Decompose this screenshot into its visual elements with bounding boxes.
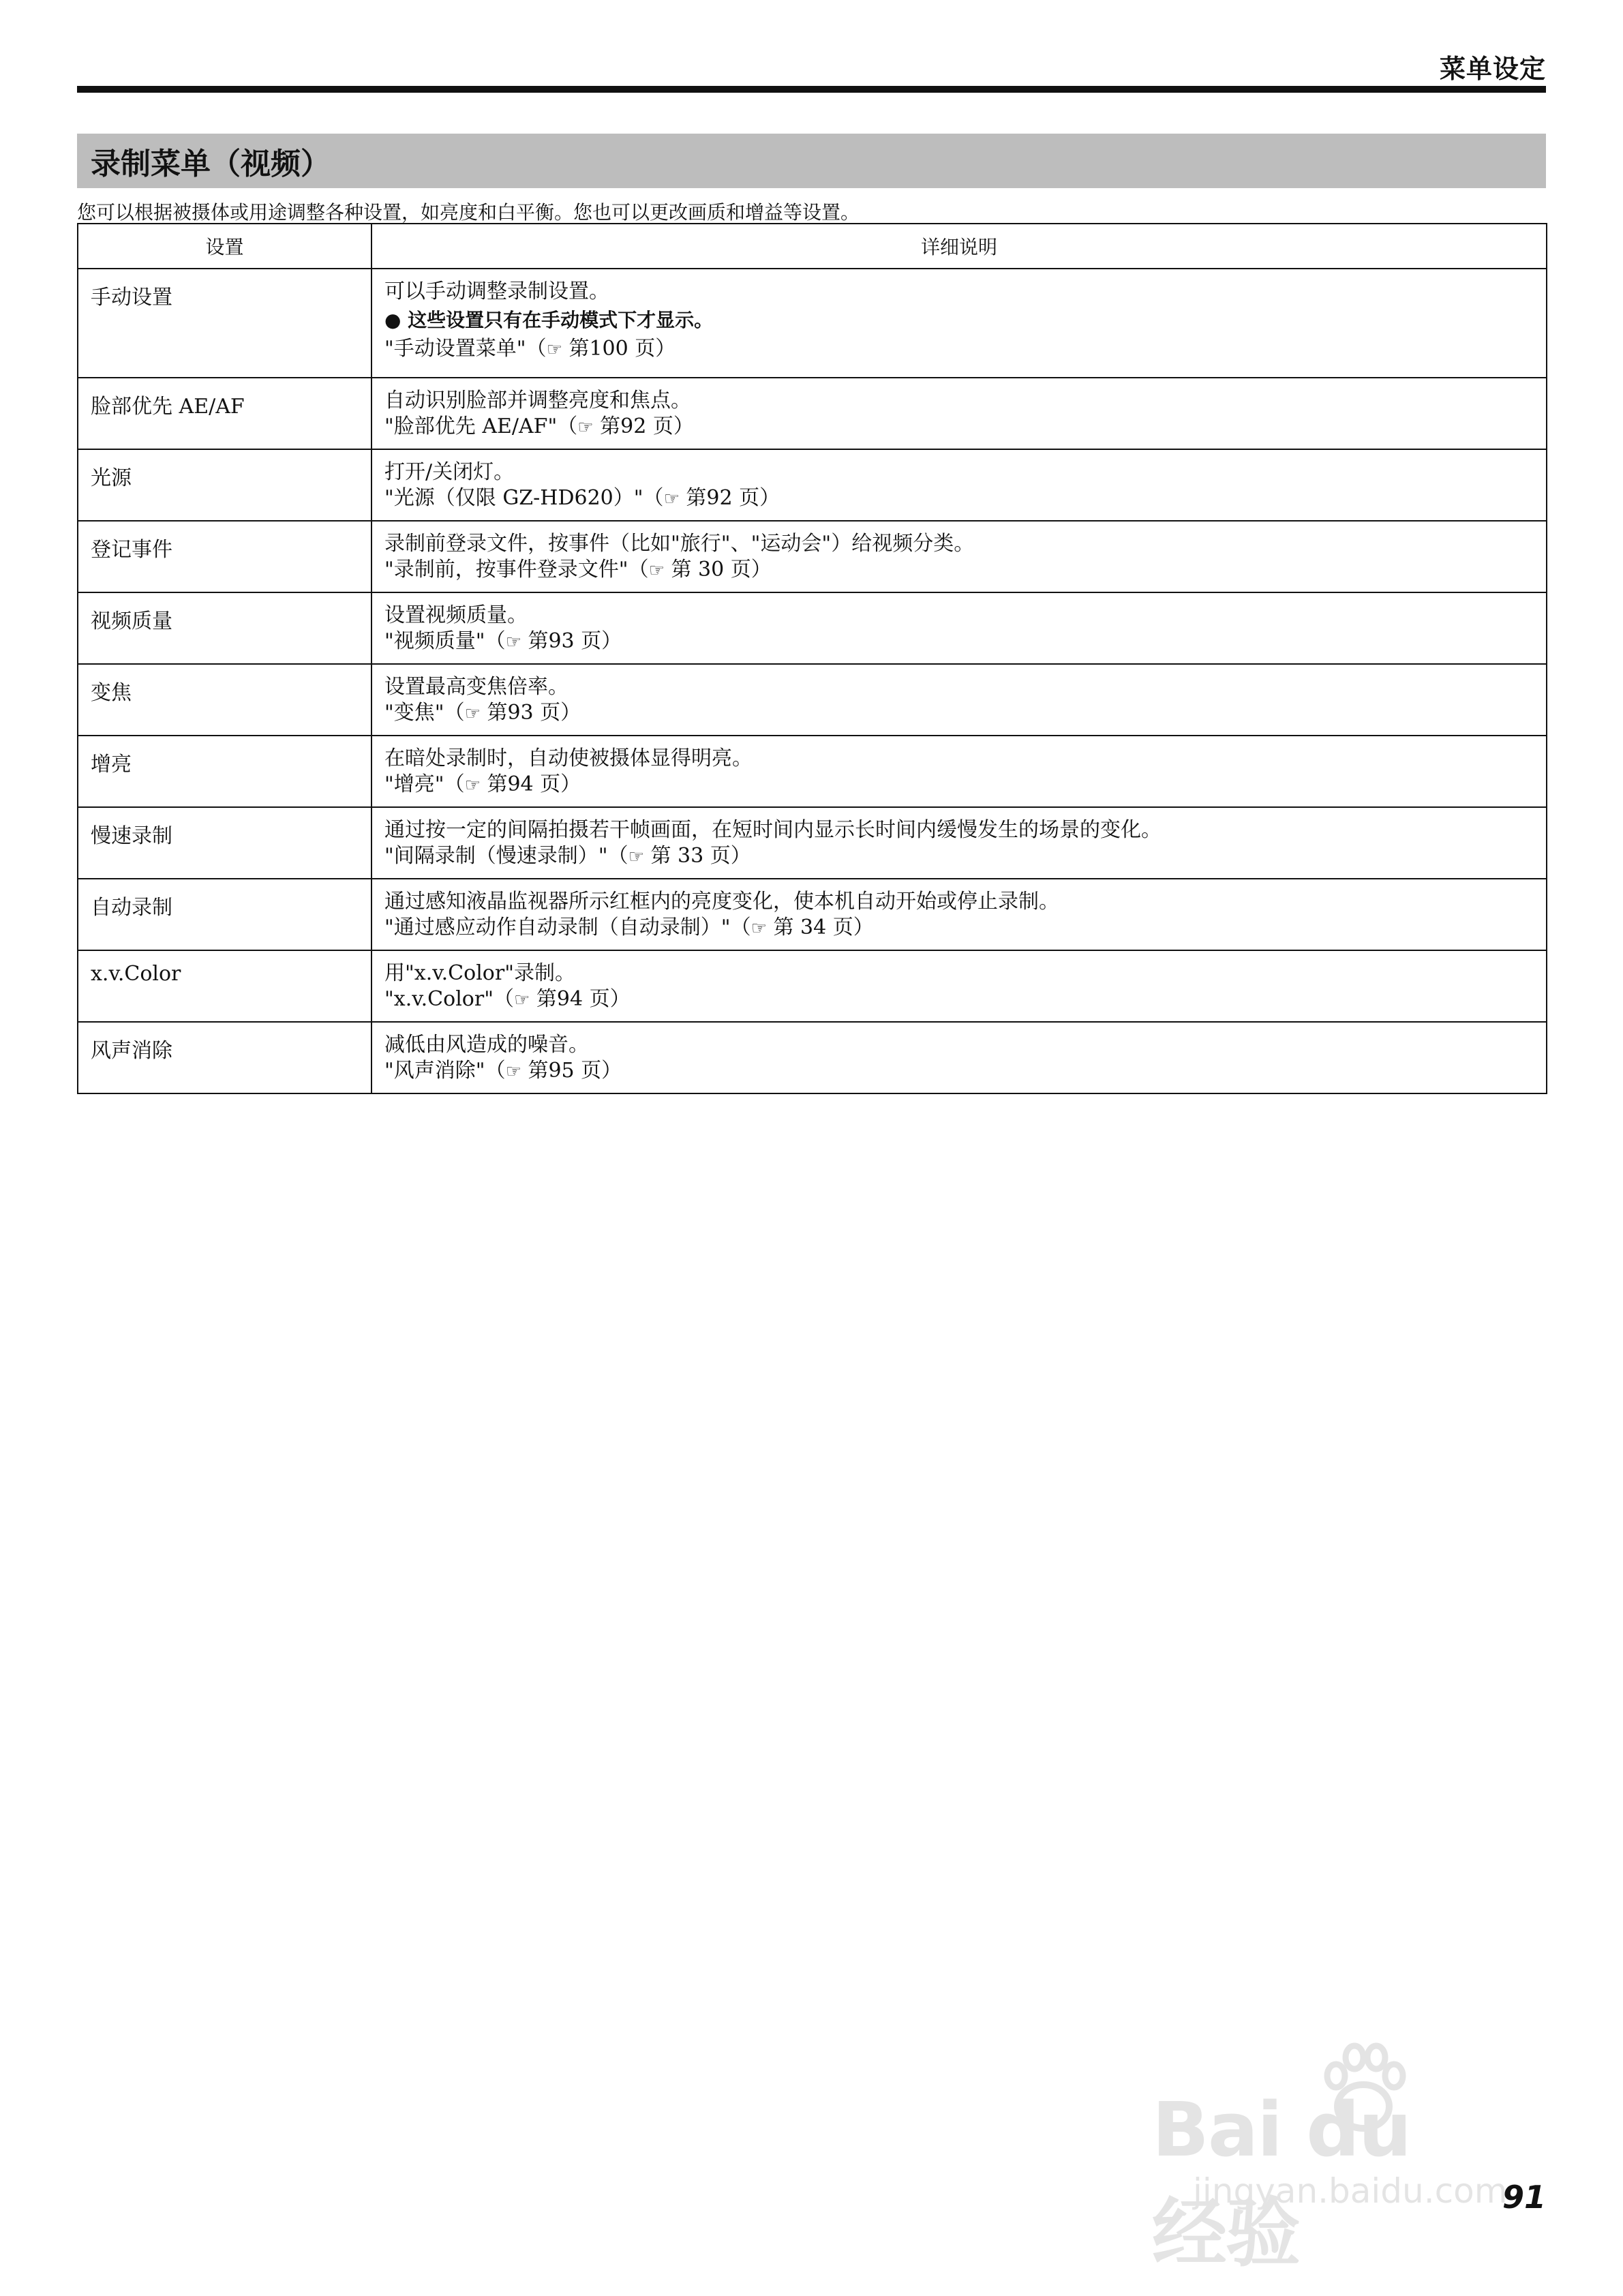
table-row: [78, 807, 1547, 879]
watermark-url: jingyan.baidu.com: [1193, 2171, 1508, 2211]
page-reference[interactable]: [384, 986, 1534, 1013]
setting-description: [371, 879, 1547, 950]
page-reference[interactable]: [384, 915, 1534, 941]
table-row: [78, 879, 1547, 950]
description-line: 自动识别脸部并调整亮度和焦点。: [384, 389, 691, 412]
description-line: 通过感知液晶监视器所示红框内的亮度变化，使本机自动开始或停止录制。: [384, 890, 1059, 913]
setting-name: 慢速录制: [78, 807, 371, 879]
pointing-hand-icon: ☞: [628, 847, 644, 867]
setting-description: [371, 521, 1547, 592]
setting-name: 手动设置: [78, 269, 371, 378]
reference-title: "脸部优先 AE/AF"（: [384, 414, 578, 438]
page-reference[interactable]: [384, 772, 1534, 798]
page-reference[interactable]: [384, 336, 1534, 363]
pointing-hand-icon: ☞: [750, 918, 767, 939]
setting-description: [371, 269, 1547, 378]
intro-text: 您可以根据被摄体或用途调整各种设置，如亮度和白平衡。您也可以更改画质和增益等设置。: [77, 201, 860, 224]
column-header-description: 详细说明: [371, 224, 1547, 269]
setting-name: 增亮: [78, 736, 371, 807]
page-reference[interactable]: [384, 1058, 1534, 1085]
page-reference[interactable]: [384, 485, 1534, 512]
description-line: 在暗处录制时，自动使被摄体显得明亮。: [384, 746, 753, 770]
reference-title: "风声消除"（: [384, 1059, 506, 1083]
description-line: 设置视频质量。: [384, 603, 528, 627]
description-line: 可以手动调整录制设置。: [384, 280, 609, 303]
table-row: [78, 664, 1547, 736]
page-reference[interactable]: [384, 629, 1534, 655]
setting-name: 登记事件: [78, 521, 371, 592]
setting-description: [371, 378, 1547, 449]
reference-page: 第92 页）: [686, 486, 780, 510]
section-band: [77, 134, 1546, 188]
setting-name: 脸部优先 AE/AF: [78, 378, 371, 449]
setting-description: [371, 592, 1547, 664]
table-body: [78, 269, 1547, 1093]
setting-description: [371, 950, 1547, 1022]
setting-description: [371, 1022, 1547, 1093]
reference-page: 第95 页）: [528, 1059, 622, 1083]
reference-title: "通过感应动作自动录制（自动录制）"（: [384, 916, 751, 939]
reference-page: 第100 页）: [568, 337, 676, 361]
pointing-hand-icon: ☞: [464, 775, 481, 796]
page-reference[interactable]: [384, 557, 1534, 584]
section-title: 录制菜单（视频）: [91, 147, 331, 181]
pointing-hand-icon: ☞: [663, 489, 680, 509]
reference-page: 第94 页）: [487, 772, 581, 796]
table-row: [78, 378, 1547, 449]
watermark-brand: Bai du 经验: [1152, 2086, 1411, 2277]
reference-page: 第 34 页）: [773, 916, 874, 939]
reference-page: 第93 页）: [528, 629, 622, 653]
table-row: [78, 1022, 1547, 1093]
pointing-hand-icon: ☞: [546, 339, 562, 360]
page-reference[interactable]: [384, 843, 1534, 870]
header-rule: [77, 86, 1546, 93]
recording-menu-table: [77, 223, 1547, 1094]
pointing-hand-icon: ☞: [514, 990, 530, 1010]
page-number: 91: [1502, 2179, 1546, 2216]
pointing-hand-icon: ☞: [505, 1061, 521, 1082]
page-reference[interactable]: [384, 700, 1534, 727]
setting-name: 光源: [78, 449, 371, 521]
setting-description: [371, 664, 1547, 736]
reference-page: 第 30 页）: [671, 558, 772, 581]
description-line: 通过按一定的间隔拍摄若干帧画面，在短时间内显示长时间内缓慢发生的场景的变化。: [384, 818, 1162, 842]
running-header-title: 菜单设定: [1439, 54, 1546, 84]
table-row: [78, 521, 1547, 592]
setting-name: x.v.Color: [78, 950, 371, 1022]
reference-title: "增亮"（: [384, 772, 465, 796]
reference-page: 第93 页）: [487, 701, 581, 725]
table-row: [78, 950, 1547, 1022]
reference-title: "变焦"（: [384, 701, 465, 725]
reference-title: "手动设置菜单"（: [384, 337, 547, 361]
setting-name: 变焦: [78, 664, 371, 736]
table-row: [78, 592, 1547, 664]
reference-page: 第94 页）: [536, 987, 631, 1011]
reference-page: 第 33 页）: [650, 844, 751, 868]
table-header-row: [78, 224, 1547, 269]
watermark: [1152, 2038, 1508, 2277]
description-line: 减低由风造成的噪音。: [384, 1033, 589, 1057]
reference-title: "视频质量"（: [384, 629, 506, 653]
setting-name: 自动录制: [78, 879, 371, 950]
pointing-hand-icon: ☞: [464, 704, 481, 724]
reference-title: "x.v.Color"（: [384, 987, 514, 1011]
setting-name: 视频质量: [78, 592, 371, 664]
setting-description: [371, 449, 1547, 521]
setting-name: 风声消除: [78, 1022, 371, 1093]
table-row: [78, 449, 1547, 521]
table-row: [78, 269, 1547, 378]
description-line: 用"x.v.Color"录制。: [384, 961, 575, 985]
reference-title: "录制前，按事件登录文件"（: [384, 558, 649, 581]
setting-description: [371, 807, 1547, 879]
description-line: 录制前登录文件，按事件（比如"旅行"、"运动会"）给视频分类。: [384, 532, 975, 556]
description-line: 设置最高变焦倍率。: [384, 675, 568, 699]
pointing-hand-icon: ☞: [505, 632, 521, 652]
page-reference[interactable]: [384, 414, 1534, 440]
reference-title: "间隔录制（慢速录制）"（: [384, 844, 628, 868]
pointing-hand-icon: ☞: [648, 560, 665, 581]
reference-title: "光源（仅限 GZ-HD620）"（: [384, 486, 664, 510]
description-line: 打开/关闭灯。: [384, 460, 515, 484]
pointing-hand-icon: ☞: [577, 417, 594, 438]
setting-description: [371, 736, 1547, 807]
description-note: ● 这些设置只有在手动模式下才显示。: [384, 309, 714, 331]
reference-page: 第92 页）: [600, 414, 694, 438]
table-row: [78, 736, 1547, 807]
column-header-setting: 设置: [78, 224, 371, 269]
